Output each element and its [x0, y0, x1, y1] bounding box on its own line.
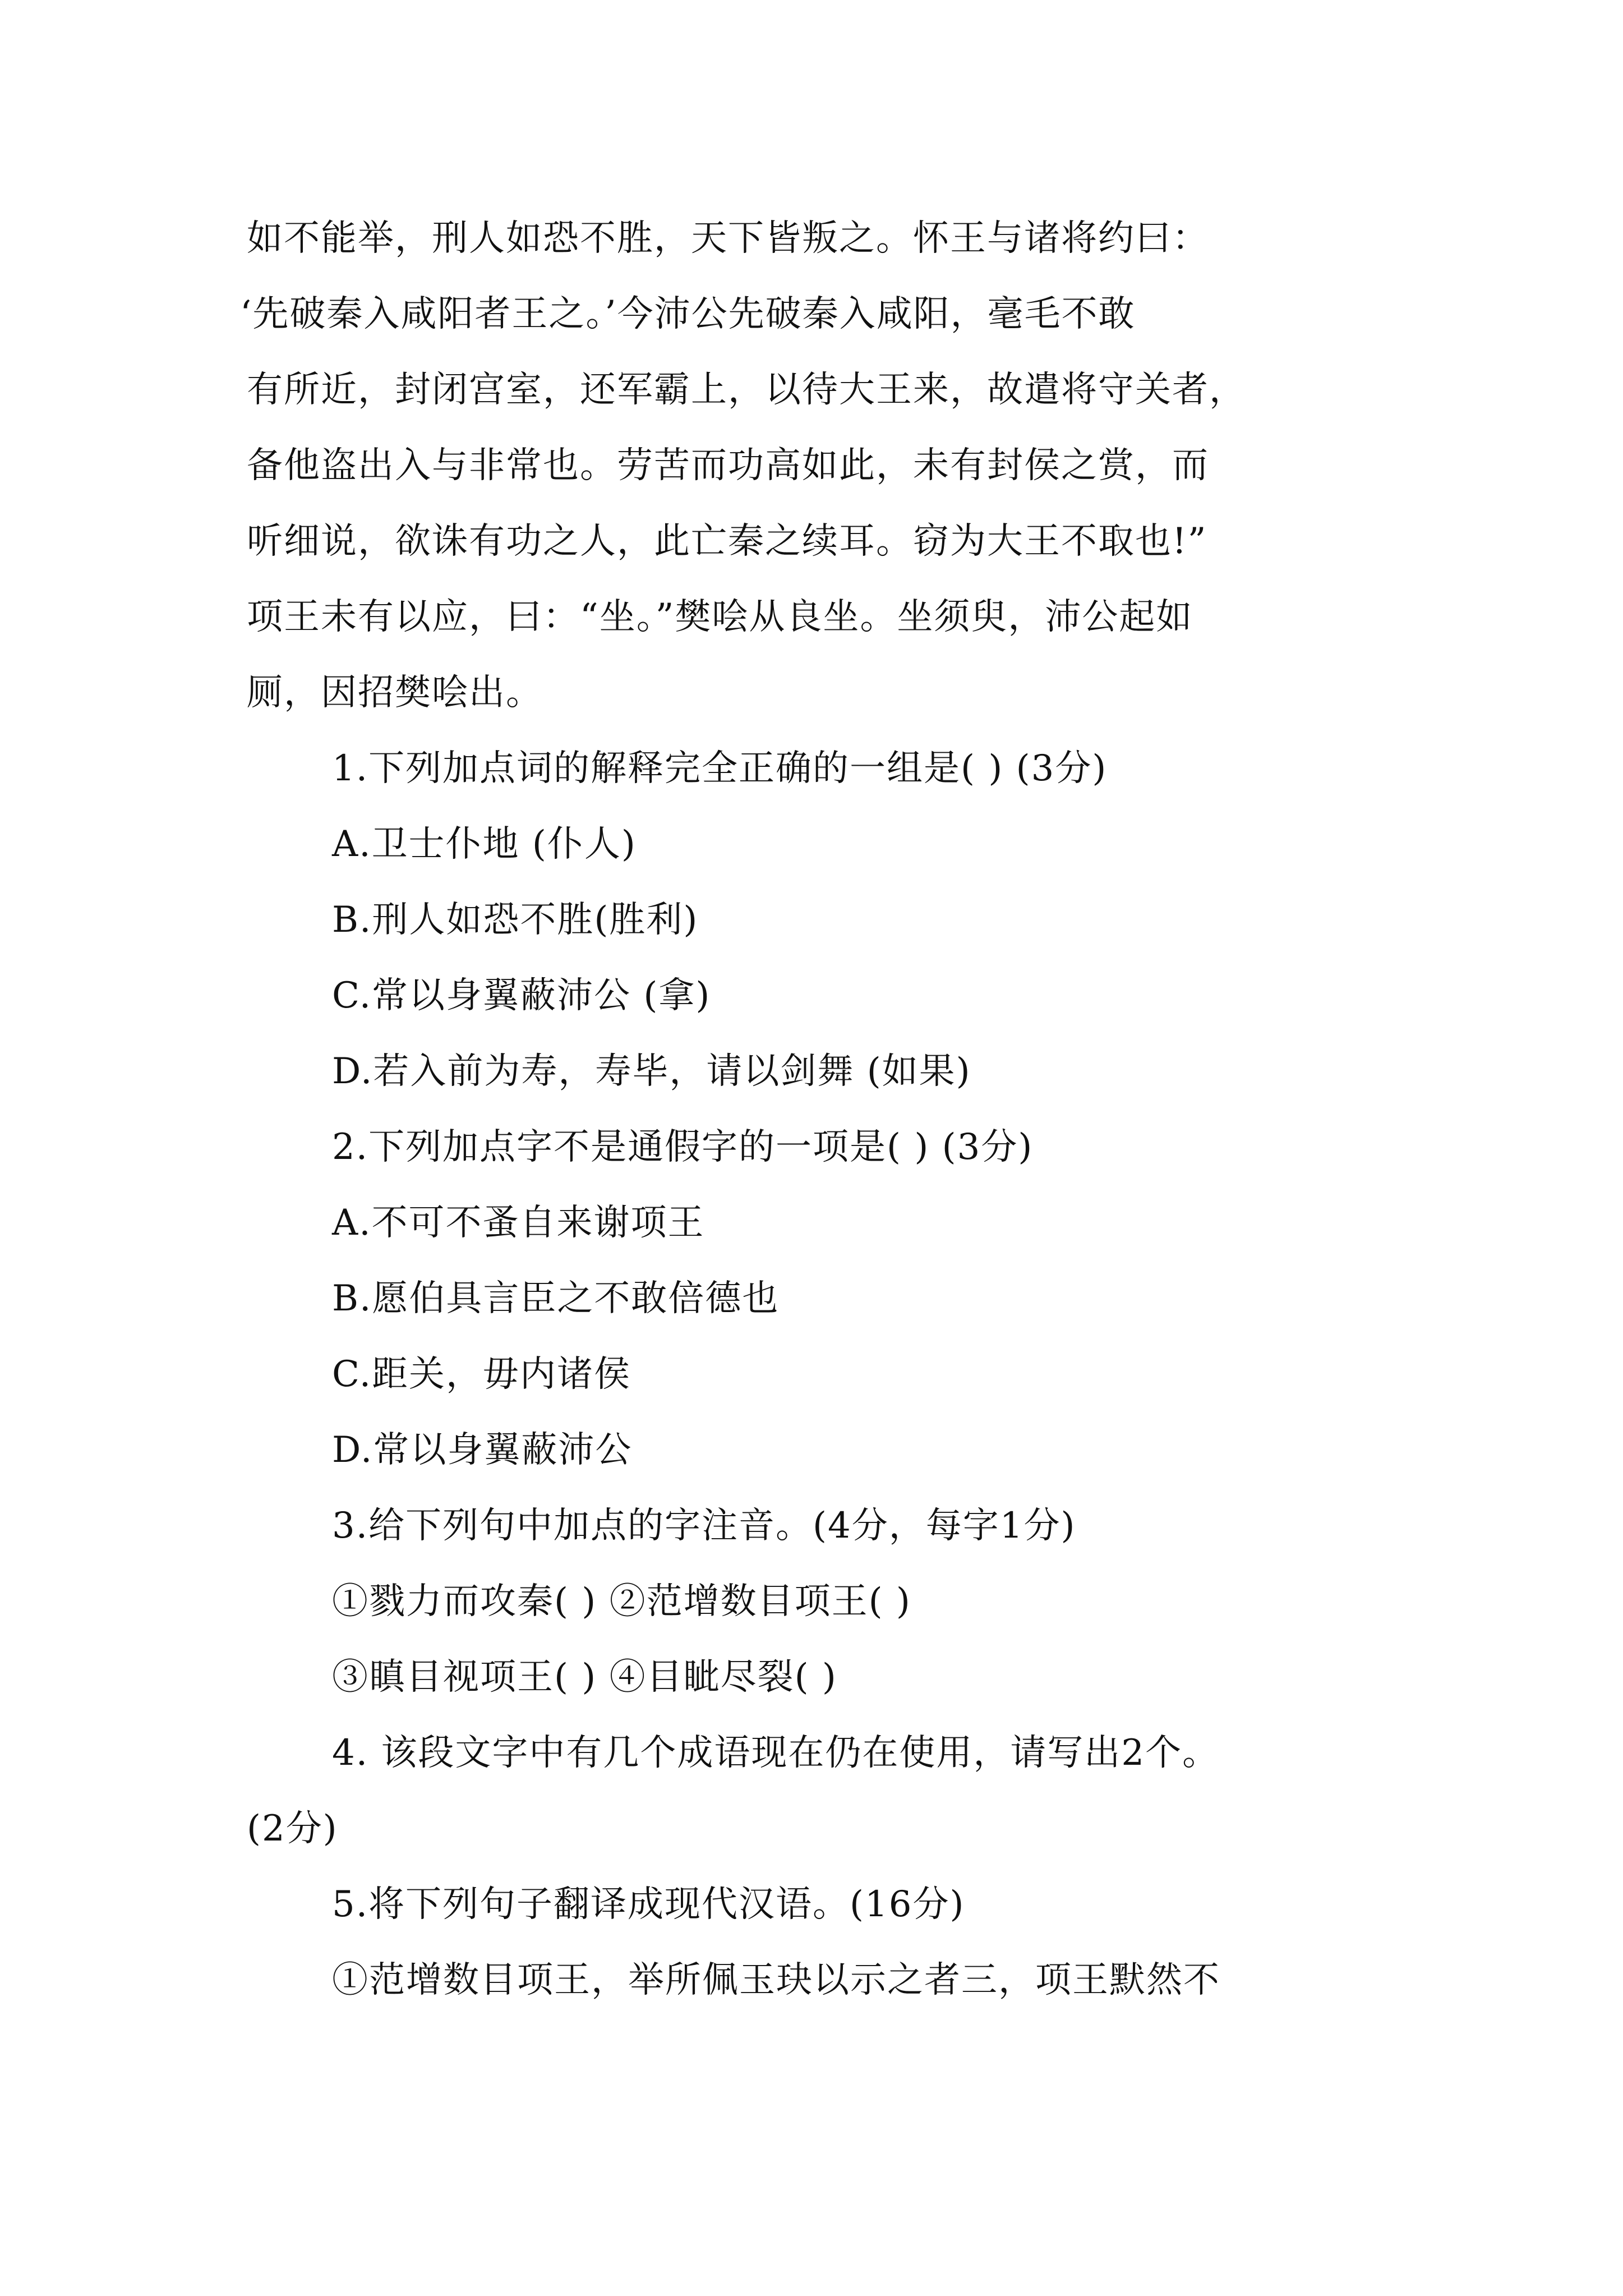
question-3-stem: 3.给下列句中加点的字注音。(4分，每字1分): [332, 1505, 1076, 1547]
question-2-stem: 2.下列加点字不是通假字的一项是( ) (3分): [332, 1126, 1034, 1168]
question-3-row-1: ①戮力而攻秦( ) ②范增数目项王( ): [332, 1581, 911, 1622]
question-5-stem: 5.将下列句子翻译成现代汉语。(16分): [332, 1884, 965, 1925]
passage-line-6: 项王未有以应，曰：“坐。”樊哙从良坐。坐须臾，沛公起如: [247, 596, 1193, 638]
question-1-stem: 1.下列加点词的解释完全正确的一组是( ) (3分): [332, 748, 1108, 789]
passage-line-4: 备他盗出入与非常也。劳苦而功高如此，未有封侯之赏，而: [247, 445, 1209, 486]
question-1-option-b: B.刑人如恐不胜(胜利): [332, 899, 699, 941]
question-3-row-2: ③瞋目视项王( ) ④目眦尽裂( ): [332, 1657, 837, 1698]
question-2-option-a: A.不可不蚤自来谢项王: [332, 1202, 705, 1244]
passage-line-2: ‘先破秦入咸阳者王之。’今沛公先破秦入咸阳，毫毛不敢: [240, 293, 1136, 335]
question-2-option-c: C.距关，毋内诸侯: [332, 1354, 631, 1395]
question-4-stem: 4. 该段文字中有几个成语现在仍在使用，请写出2个。: [332, 1732, 1220, 1774]
question-1-option-c: C.常以身翼蔽沛公 (拿): [332, 975, 711, 1016]
question-2-option-b: B.愿伯具言臣之不敢倍德也: [332, 1278, 780, 1319]
passage-line-3: 有所近，封闭宫室，还军霸上，以待大王来，故遣将守关者，: [247, 369, 1246, 411]
passage-line-5: 听细说，欲诛有功之人，此亡秦之续耳。窃为大王不取也!”: [247, 521, 1207, 562]
passage-line-7: 厕，因招樊哙出。: [247, 672, 543, 714]
question-5-item-1: ①范增数目项王，举所佩玉玦以示之者三，项王默然不: [332, 1959, 1220, 2001]
passage-line-1: 如不能举，刑人如恐不胜，天下皆叛之。怀王与诸将约曰：: [247, 218, 1209, 259]
question-2-option-d: D.常以身翼蔽沛公: [332, 1429, 633, 1471]
question-1-option-a: A.卫士仆地 (仆人): [332, 823, 637, 865]
question-1-option-d: D.若入前为寿，寿毕，请以剑舞 (如果): [332, 1051, 971, 1092]
question-4-score: (2分): [247, 1808, 338, 1849]
